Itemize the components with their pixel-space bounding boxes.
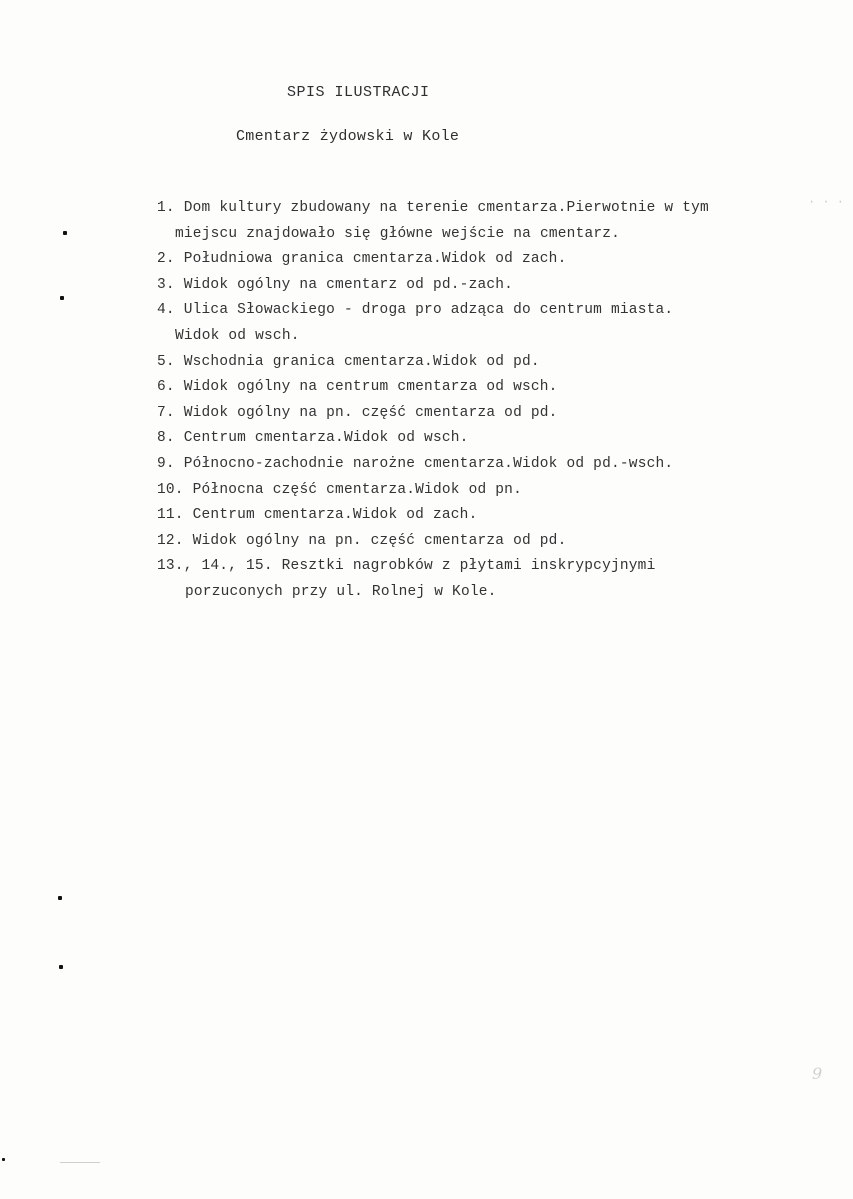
list-item: [157, 350, 817, 376]
item-number: 2.: [157, 251, 175, 268]
item-text: Centrum cmentarza.Widok od zach.: [192, 507, 478, 524]
list-item-continuation: [157, 324, 817, 350]
list-item: [157, 196, 817, 222]
item-text: Dom kultury zbudowany na terenie cmentarza.Pierwotnie w tym: [183, 200, 709, 216]
item-number: 8.: [157, 430, 175, 447]
list-item: [157, 503, 817, 529]
punch-mark: [59, 965, 63, 969]
item-number: 10.: [157, 481, 184, 498]
item-number: 13., 14., 15.: [157, 558, 273, 575]
scan-artifact-line: [60, 1162, 100, 1163]
list-item: [157, 478, 817, 504]
list-item-continuation: [157, 580, 817, 606]
item-number: 9.: [157, 455, 175, 472]
item-number: 1.: [157, 200, 175, 216]
list-item: [157, 452, 817, 478]
scan-smudge: · · ·: [808, 195, 845, 209]
item-number: 6.: [157, 379, 175, 396]
item-text: Północno-zachodnie narożne cmentarza.Widok od pd.-wsch.: [183, 455, 674, 472]
page-number: 9: [812, 1064, 823, 1083]
item-text: Ulica Słowackiego - droga pro adząca do centrum miasta.: [183, 302, 674, 319]
list-item: [157, 247, 817, 273]
list-item: [157, 529, 817, 555]
item-text: Północna część cmentarza.Widok od pn.: [192, 481, 522, 498]
item-text-continuation: Widok od wsch.: [175, 327, 300, 344]
punch-mark: [63, 231, 67, 235]
list-item: [157, 375, 817, 401]
document-subtitle: Cmentarz żydowski w Kole: [236, 128, 460, 145]
item-text: Widok ogólny na pn. część cmentarza od pd.: [192, 532, 567, 549]
punch-mark: [60, 296, 64, 300]
item-number: 5.: [157, 353, 175, 370]
item-text: Południowa granica cmentarza.Widok od zach.: [183, 251, 567, 268]
item-text: Widok ogólny na pn. część cmentarza od pd.: [183, 404, 558, 421]
item-number: 3.: [157, 276, 175, 293]
item-number: 12.: [157, 532, 184, 549]
punch-mark: [58, 896, 62, 900]
list-item: [157, 426, 817, 452]
item-number: 7.: [157, 404, 175, 421]
item-text-continuation: porzuconych przy ul. Rolnej w Kole.: [185, 583, 497, 600]
list-item-continuation: [157, 222, 817, 248]
illustration-list: [157, 196, 817, 606]
item-text: Widok ogólny na centrum cmentarza od wsch.: [183, 379, 558, 396]
document-title: SPIS ILUSTRACJI: [287, 84, 430, 101]
item-text: Resztki nagrobków z płytami inskrypcyjnymi: [281, 558, 656, 575]
list-item: [157, 401, 817, 427]
punch-mark: [2, 1158, 5, 1161]
list-item: [157, 298, 817, 324]
item-text-continuation: miejscu znajdowało się główne wejście na cmentarz.: [175, 225, 621, 242]
item-text: Widok ogólny na cmentarz od pd.-zach.: [183, 276, 514, 293]
item-text: Centrum cmentarza.Widok od wsch.: [183, 430, 469, 447]
item-text: Wschodnia granica cmentarza.Widok od pd.: [183, 353, 540, 370]
item-number: 11.: [157, 507, 184, 524]
list-item: [157, 273, 817, 299]
item-number: 4.: [157, 302, 175, 319]
list-item: [157, 554, 817, 580]
